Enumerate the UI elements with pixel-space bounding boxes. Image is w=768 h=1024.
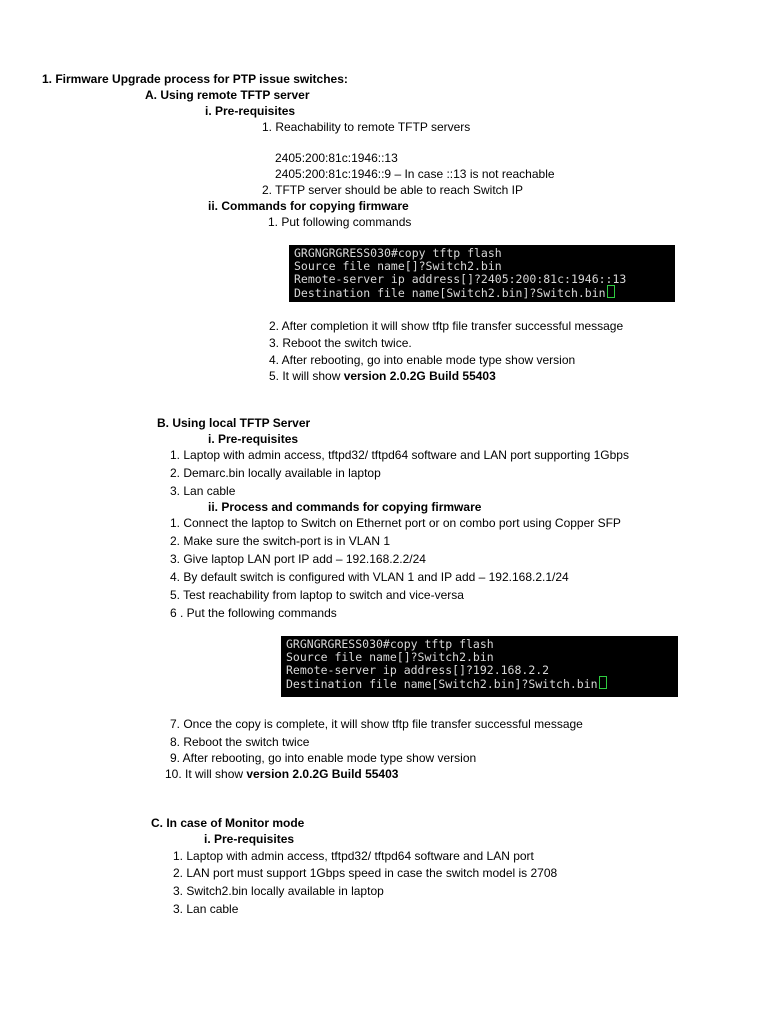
terminal-line: GRGNGRGRESS030#copy tftp flash [294,246,502,260]
terminal-screenshot-a [289,245,675,302]
section-b-step-10 [165,767,398,782]
section-a-step-3: 3. Reboot the switch twice. [269,336,412,350]
section-a-title: A. Using remote TFTP server [145,88,310,102]
section-a-server-2: 2405:200:81c:1946::9 – In case ::13 is not reachable [275,167,555,181]
terminal-line: GRGNGRGRESS030#copy tftp flash [286,637,494,651]
section-b-process-title: ii. Process and commands for copying firmware [208,500,482,514]
section-c-prereq-1: 1. Laptop with admin access, tftpd32/ tftpd64 software and LAN port [173,849,534,863]
section-b-step-7: 7. Once the copy is complete, it will show tftp file transfer successful message [170,717,583,731]
section-b-step-1: 1. Connect the laptop to Switch on Ethernet port or on combo port using Copper SFP [170,516,621,530]
section-b-prereq-2: 2. Demarc.bin locally available in laptop [170,466,381,480]
section-a-commands-title: ii. Commands for copying firmware [208,199,409,213]
section-b-step-4: 4. By default switch is configured with VLAN 1 and IP add – 192.168.2.1/24 [170,570,569,584]
section-a-server-1: 2405:200:81c:1946::13 [275,151,398,165]
section-c-prereq-2: 2. LAN port must support 1Gbps speed in case the switch model is 2708 [173,866,558,880]
terminal-line: Source file name[]?Switch2.bin [294,258,502,273]
section-a-step-1: 1. Put following commands [268,215,412,229]
section-a-prereq-title: i. Pre-requisites [205,104,296,118]
section-a-reach-line: 1. Reachability to remote TFTP servers [262,120,471,134]
section-c-prereq-4: 3. Lan cable [173,902,239,916]
cursor-icon [607,285,615,298]
terminal-line: Destination file name[Switch2.bin]?Switch.bin [294,286,606,301]
version-text: version 2.0.2G Build 55403 [343,369,496,383]
terminal-line: Destination file name[Switch2.bin]?Switch.bin [286,677,598,692]
section-a-step-5 [269,369,496,384]
section-b-step-9: 9. After rebooting, go into enable mode type show version [170,751,477,765]
section-c-prereq-3: 3. Switch2.bin locally available in laptop [173,884,384,898]
section-b-step-8: 8. Reboot the switch twice [170,735,310,749]
section-b-step-5: 5. Test reachability from laptop to switch and vice-versa [170,588,464,602]
step-10-prefix: 10. It will show [165,767,247,781]
section-b-step-6: 6 . Put the following commands [170,606,337,620]
document-heading: 1. Firmware Upgrade process for PTP issue switches: [42,72,348,86]
terminal-line: Source file name[]?Switch2.bin [286,649,494,664]
section-c-title: C. In case of Monitor mode [151,816,305,830]
version-text: version 2.0.2G Build 55403 [246,767,399,781]
section-a-step-2: 2. After completion it will show tftp file transfer successful message [269,319,624,333]
section-a-tftp-line: 2. TFTP server should be able to reach Switch IP [262,183,524,197]
terminal-line: Remote-server ip address[]?192.168.2.2 [286,662,550,677]
step-5-prefix: 5. It will show [269,369,344,383]
cursor-icon [599,676,607,689]
section-b-prereq-title: i. Pre-requisites [208,432,299,446]
section-b-prereq-3: 3. Lan cable [170,484,236,498]
section-b-prereq-1: 1. Laptop with admin access, tftpd32/ tftpd64 software and LAN port supporting 1Gbps [170,448,629,462]
terminal-line: Remote-server ip address[]?2405:200:81c:1946::13 [294,271,627,286]
section-b-step-2: 2. Make sure the switch-port is in VLAN 1 [170,534,391,548]
section-b-step-3: 3. Give laptop LAN port IP add – 192.168.2.2/24 [170,552,426,566]
section-b-title: B. Using local TFTP Server [157,416,311,430]
section-c-prereq-title: i. Pre-requisites [204,832,295,846]
section-a-step-4: 4. After rebooting, go into enable mode type show version [269,353,576,367]
terminal-screenshot-b [281,636,678,697]
